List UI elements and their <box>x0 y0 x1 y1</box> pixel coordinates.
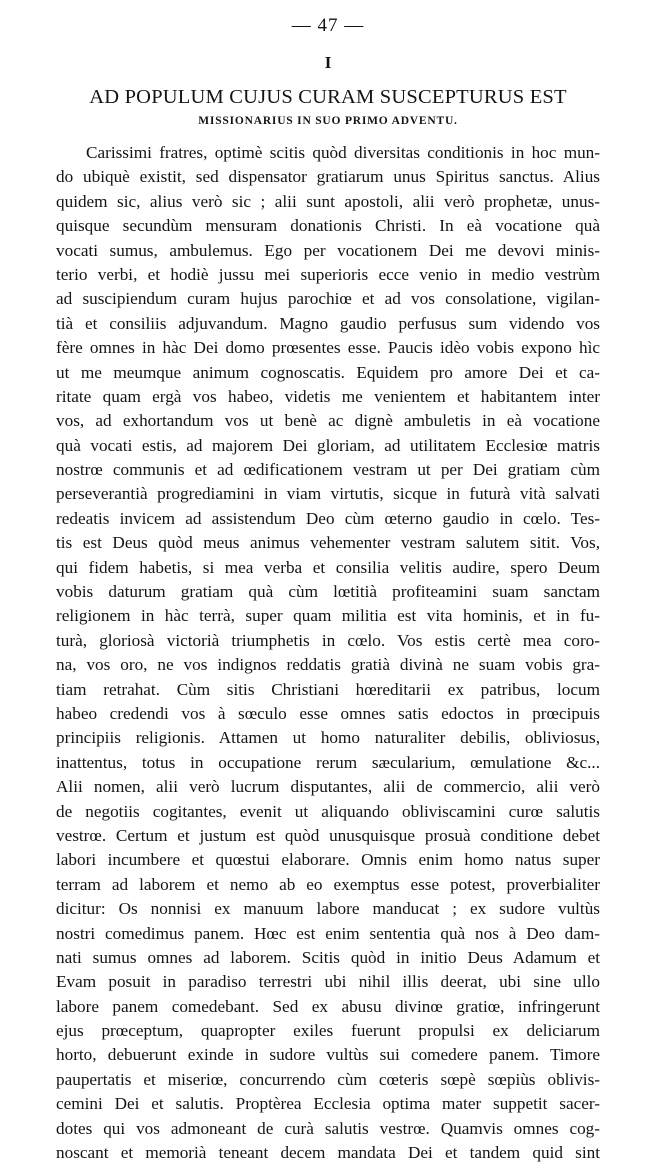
section-numeral: I <box>324 53 332 72</box>
text-line: quidem sic, alius verò sic ; alii sunt apostoli, alii verò prophetæ, unus- <box>56 191 600 211</box>
body-text <box>56 141 600 1165</box>
text-line: tià et consiliis adjuvandum. Magno gaudio perfusus sum videndo vos <box>56 313 600 333</box>
text-line: fère omnes in hàc Dei domo prœsentes esse. Paucis idèo vobis expono hìc <box>56 338 600 358</box>
text-line: qui fidem habetis, si mea verba et consilia velitis audire, spero Deum <box>56 557 600 577</box>
text-line: dotes qui vos admoneant de curà salutis vestrœ. Quamvis omnes cog- <box>56 1118 600 1138</box>
text-line: habeo credendi vos à sœculo esse omnes satis edoctos in prœcipuis <box>56 703 600 723</box>
text-line: de negotiis cogitantes, evenit ut aliquando obliviscamini curœ salutis <box>56 801 600 821</box>
text-line: terio verbi, et hodiè jussu mei superioris ecce venio in medio vestrùm <box>56 264 600 284</box>
text-line: labore panem comedebant. Sed ex abusu divinœ gratiœ, infringerunt <box>56 996 600 1016</box>
text-line: labori incumbere et quœstui elaborare. Omnis enim homo natus super <box>56 850 600 870</box>
document-page <box>56 14 600 1163</box>
text-line: perseverantià progrediamini in viam virtutis, sicque in futurà vità salvati <box>56 484 600 504</box>
text-line: noscant et memorià teneant decem mandata Dei et tandem quid sint <box>56 1143 600 1163</box>
text-line: paupertatis et miseriœ, concurrendo cùm cœteris sœpè sœpiùs oblivis- <box>56 1069 600 1089</box>
text-line: inattentus, totus in occupatione rerum sæcularium, œmulatione &c... <box>56 752 600 772</box>
text-line: quisque secundùm mensuram donationis Christi. In eà vocatione quà <box>56 216 600 236</box>
text-line: turà, gloriosà victorià triumphetis in cœlo. Vos estis certè mea coro- <box>56 630 600 650</box>
text-line: cemini Dei et salutis. Proptèrea Ecclesia optima mater suppetit sacer- <box>56 1094 600 1114</box>
text-line: Alii nomen, alii verò lucrum disputantes, alii de commercio, alii verò <box>56 777 600 797</box>
text-line: principiis religionis. Attamen ut homo naturaliter debilis, obliviosus, <box>56 728 600 748</box>
text-line: do ubiquè existit, sed dispensator gratiarum unus Spiritus sanctus. Alius <box>56 167 600 187</box>
text-line: ad suscipiendum curam hujus parochiœ et ad vos consolatione, vigilan- <box>56 289 600 309</box>
text-line: tiam retrahat. Cùm sitis Christiani hœreditarii ex patribus, locum <box>56 679 600 699</box>
text-line: tis est Deus quòd meus animus vehementer vestram salutem sitit. Vos, <box>56 533 600 553</box>
text-line: ut me meumque animum cognoscatis. Equidem pro amore Dei et ca- <box>56 362 600 382</box>
text-line: redeatis invicem ad assistendum Deo cùm œterno gaudio in cœlo. Tes- <box>56 508 600 528</box>
text-line: Carissimi fratres, optimè scitis quòd diversitas conditionis in hoc mun- <box>86 143 600 162</box>
text-line: na, vos oro, ne vos indignos reddatis gratià divinà ne suam vobis gra- <box>56 655 600 675</box>
section-title: AD POPULUM CUJUS CURAM SUSCEPTURUS EST <box>89 86 567 108</box>
section-subtitle: MISSIONARIUS IN SUO PRIMO ADVENTU. <box>198 115 458 127</box>
text-line: nostri comedimus panem. Hœc est enim sententia quà nos à Deo dam- <box>56 923 600 943</box>
page-number: — 47 — <box>291 15 365 36</box>
text-line: ejus prœceptum, quapropter exiles fuerunt propulsi ex deliciarum <box>56 1021 600 1041</box>
text-line: vestrœ. Certum et justum est quòd unusquisque prosuà conditione debet <box>56 825 600 845</box>
text-line: quà vocati estis, ad majorem Dei gloriam, ad utilitatem Ecclesiœ matris <box>56 435 600 455</box>
text-line: Evam posuit in paradiso terrestri ubi nihil illis deerat, ubi sine ullo <box>56 972 600 992</box>
text-line: nostrœ communis et ad œdificationem vestram ut per Dei gratiam cùm <box>56 460 600 480</box>
text-line: vobis daturum gratiam quà cùm lœtitià profiteamini suam sanctam <box>56 582 600 602</box>
text-line: vocati sumus, ambulemus. Ego per vocationem Dei me devovi minis- <box>56 240 600 260</box>
text-line: nati sumus omnes ad laborem. Scitis quòd in initio Deus Adamum et <box>56 947 600 967</box>
text-line: religionem in hàc terrà, super quam militia est vita hominis, et in fu- <box>56 606 600 626</box>
text-line: ritate quam ergà vos habeo, videtis me venientem et habitantem inter <box>56 386 600 406</box>
text-line: horto, debuerunt exinde in sudore vultùs sui comedere panem. Timore <box>56 1045 600 1065</box>
text-line: terram ad laborem et nemo ab eo exemptus esse potest, proverbialiter <box>56 874 600 894</box>
text-line: dicitur: Os nonnisi ex manuum labore manducat ; ex sudore vultùs <box>56 899 600 919</box>
text-line: vos, ad exhortandum vos ut benè ac dignè ambuletis in eà vocatione <box>56 411 600 431</box>
